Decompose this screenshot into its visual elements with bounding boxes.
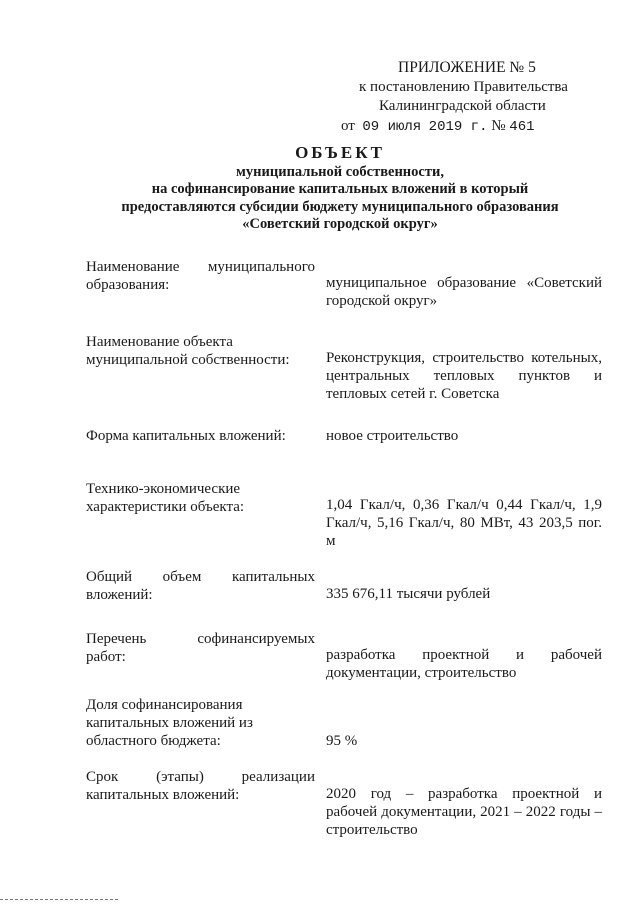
field-label-line: Форма капитальных вложений: (86, 428, 286, 444)
field-label-line: Общий объем капитальных (86, 569, 315, 585)
field-label-line: вложений: (86, 587, 153, 603)
field-label (86, 333, 315, 369)
field-label-line: Наименование объекта (86, 334, 233, 350)
field-label-line: образования: (86, 277, 170, 293)
field-label-line: Срок (этапы) реализации (86, 769, 315, 785)
field-value: Реконструкция, строительство котельных, центральных тепловых пунктов и тепловых сетей г. Советска (326, 350, 602, 402)
field-value: разработка проектной и рабочей документации, строительство (326, 647, 602, 681)
field-label-line: муниципальной собственности: (86, 352, 290, 368)
field-value: новое строительство (326, 428, 459, 444)
appendix-resolution-line: к постановлению Правительства (359, 78, 568, 95)
field-label-line: Перечень софинансируемых (86, 631, 315, 647)
field-label (86, 768, 315, 804)
field-label-line: Технико-экономические (86, 481, 241, 497)
field-label-line: работ: (86, 649, 126, 665)
field-value: муниципальное образование «Советский городской округ» (326, 275, 602, 309)
field-value: 95 % (326, 733, 358, 749)
number-prefix: № (491, 117, 506, 134)
appendix-region-line: Калининградской области (379, 98, 546, 114)
field-label-line: областного бюджета: (86, 733, 221, 749)
field-label-line: капитальных вложений: (86, 787, 240, 803)
number-value: 461 (509, 118, 535, 135)
heading-line-1: муниципальной собственности, (236, 163, 444, 180)
field-value: 335 676,11 тысячи рублей (326, 586, 491, 602)
date-value: 09 июля (362, 118, 422, 135)
heading-line-3: предоставляются субсидии бюджету муниципального образования (121, 198, 559, 215)
appendix-header (340, 58, 580, 137)
field-label-line: Наименование муниципального (86, 259, 315, 275)
document-heading (80, 144, 600, 234)
field-label (86, 480, 315, 516)
footer-divider (0, 899, 118, 900)
field-label (86, 427, 315, 445)
field-label-line: капитальных вложений из (86, 715, 253, 731)
date-year: 2019 г. (428, 118, 488, 135)
heading-line-2: на софинансирование капитальных вложений в который (151, 181, 529, 197)
field-label (86, 630, 315, 666)
field-label (86, 696, 315, 750)
field-label-line: Доля софинансирования (86, 697, 243, 713)
field-value: 1,04 Гкал/ч, 0,36 Гкал/ч 0,44 Гкал/ч, 1,9 Гкал/ч, 5,16 Гкал/ч, 80 МВт, 43 203,5 пог. м (326, 497, 602, 549)
heading-title: ОБЪЕКТ (295, 143, 385, 162)
field-label (86, 568, 315, 604)
appendix-date-line (340, 117, 580, 138)
field-value: 2020 год – разработка проектной и рабочей документации, 2021 – 2022 годы – строительство (326, 786, 602, 838)
heading-line-4: «Советский городской округ» (242, 216, 438, 232)
appendix-title: ПРИЛОЖЕНИЕ № 5 (398, 59, 536, 76)
date-prefix: от (341, 117, 355, 134)
field-label (86, 258, 315, 294)
field-label-line: характеристики объекта: (86, 499, 245, 515)
